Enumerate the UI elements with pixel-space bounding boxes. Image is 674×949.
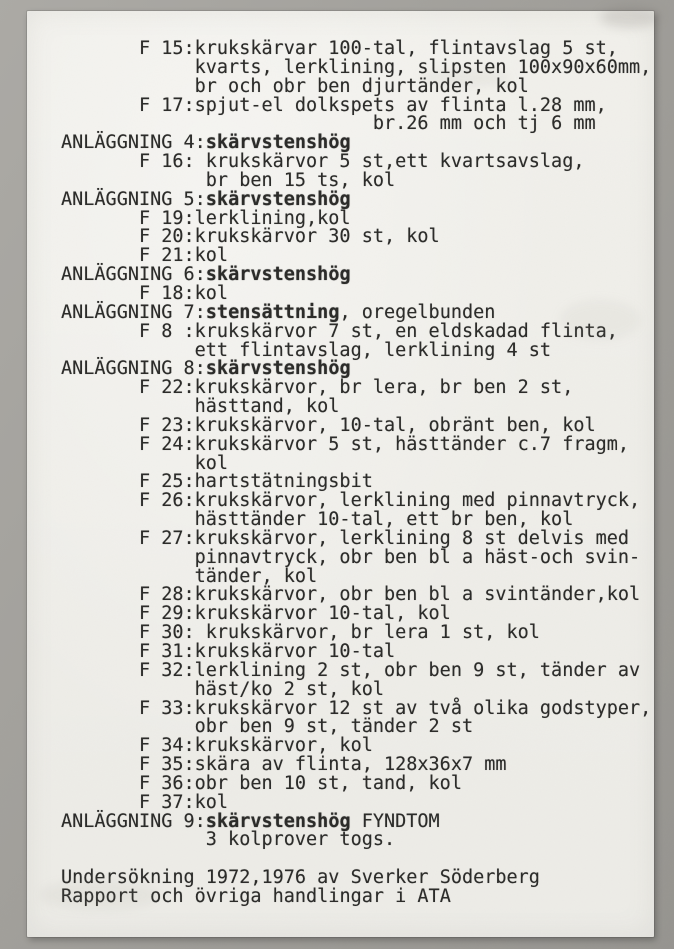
text-segment: ett flintavslag, lerklining 4 st <box>194 339 552 361</box>
text-segment: F 24:krukskärvor 5 st, hästtänder c.7 fragm, <box>138 433 630 455</box>
text-segment: hästtänder 10-tal, ett br ben, kol <box>194 509 574 531</box>
text-segment: F 25:hartstätningsbit <box>138 471 373 493</box>
text-segment: ANLÄGGNING 7: <box>61 301 206 323</box>
bold-text-segment: skärvstenshög <box>205 810 351 832</box>
text-segment: F 36:obr ben 10 st, tand, kol <box>138 772 462 794</box>
text-segment: F 30: krukskärvor, br lera 1 st, kol <box>138 622 540 644</box>
text-segment: FYNDTOM <box>350 810 440 832</box>
text-segment: F 34:krukskärvor, kol <box>138 735 373 757</box>
text-segment: F 35:skära av flinta, 128x36x7 mm <box>138 754 507 776</box>
bold-text-segment: skärvstenshög <box>205 188 351 210</box>
text-segment: kol <box>194 452 229 474</box>
text-segment: kvarts, lerklining, slipsten 100x90x60mm, <box>194 56 652 78</box>
text-segment: Undersökning 1972,1976 av Sverker Söderberg <box>61 867 540 889</box>
text-segment: ANLÄGGNING 4: <box>61 132 206 154</box>
text-segment: Rapport och övriga handlingar i ATA <box>61 885 451 907</box>
text-segment: ANLÄGGNING 6: <box>61 264 206 286</box>
text-segment: F 22:krukskärvor, br lera, br ben 2 st, <box>138 377 574 399</box>
text-line <box>61 379 651 398</box>
text-segment: F 37:kol <box>138 791 229 813</box>
text-segment: F 19:lerklining,kol <box>138 207 351 229</box>
typewritten-text <box>61 40 651 907</box>
bold-text-segment: stensättning <box>205 301 340 323</box>
text-segment: F 23:krukskärvor, 10-tal, obränt ben, kol <box>138 414 596 436</box>
text-line <box>61 546 651 568</box>
text-segment: häst/ko 2 st, kol <box>194 678 384 700</box>
text-segment: F 17:spjut-el dolkspets av flinta l.28 mm, <box>138 94 607 116</box>
bold-text-segment: skärvstenshög <box>205 264 351 286</box>
scanned-paper-page <box>27 11 654 937</box>
text-line <box>61 885 651 907</box>
bold-text-segment: skärvstenshög <box>205 132 351 154</box>
text-segment: F 32:lerklining 2 st, obr ben 9 st, tänder av <box>138 659 641 681</box>
text-segment: F 15:krukskärvar 100-tal, flintavslag 5 st, <box>138 38 618 59</box>
text-segment: ANLÄGGNING 8: <box>61 358 206 380</box>
text-segment: F 8 :krukskärvor 7 st, en eldskadad flinta, <box>138 320 618 342</box>
text-segment: F 33:krukskärvor 12 st av två olika godstyper, <box>138 697 652 719</box>
text-segment: F 26:krukskärvor, lerklining med pinnavtryck, <box>138 490 641 512</box>
text-segment: ANLÄGGNING 9: <box>61 810 206 832</box>
text-segment: br.26 mm och tj 6 mm <box>372 113 596 135</box>
text-segment: br och obr ben djurtänder, kol <box>194 75 529 97</box>
text-segment: ANLÄGGNING 5: <box>61 188 206 210</box>
text-segment: br ben 15 ts, kol <box>205 169 396 191</box>
text-segment: F 28:krukskärvor, obr ben bl a svintänder,kol <box>138 584 641 606</box>
text-line <box>61 831 651 850</box>
text-segment: tänder, kol <box>194 565 318 587</box>
text-segment: F 18:kol <box>138 282 229 304</box>
text-segment: F 31:krukskärvor 10-tal <box>138 641 396 662</box>
text-segment: hästtand, kol <box>194 396 340 418</box>
bold-text-segment: skärvstenshög <box>205 358 351 380</box>
text-segment: F 20:krukskärvor 30 st, kol <box>138 226 440 248</box>
text-segment: 3 kolprover togs. <box>205 829 396 851</box>
text-segment: F 21:kol <box>138 245 229 267</box>
text-line <box>61 433 651 455</box>
text-segment: F 29:krukskärvor 10-tal, kol <box>138 603 451 625</box>
text-segment: obr ben 9 st, tänder 2 st <box>194 716 474 738</box>
text-segment: , oregelbunden <box>339 301 496 323</box>
text-segment: F 16: krukskärvor 5 st,ett kvartsavslag, <box>138 151 585 173</box>
text-segment: F 27:krukskärvor, lerklining 8 st delvis med <box>138 527 630 549</box>
text-segment: pinnavtryck, obr ben bl a häst-och svin- <box>194 546 641 568</box>
